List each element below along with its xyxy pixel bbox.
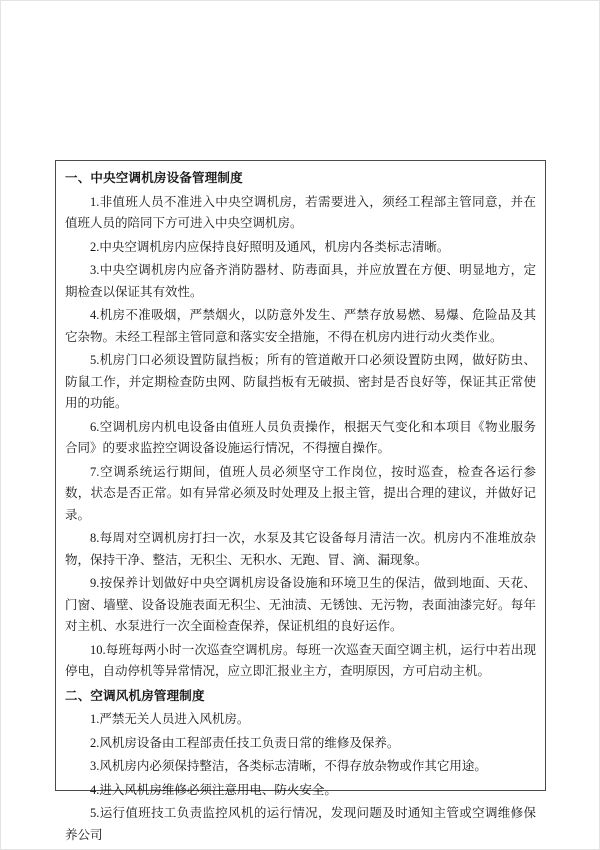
section-1-rule-6: 6.空调机房内机电设备由值班人员负责操作，根据天气变化和本项目《物业服务合同》的要求监控空调设备设施运行情况，不得擅自操作。 [65,419,536,455]
section-1-rule-1: 1.非值班人员不准进入中央空调机房，若需要进入，须经工程部主管同意，并在值班人员的陪同下方可进入中央空调机房。 [65,194,536,230]
section-1-rule-7: 7.空调系统运行期间，值班人员必须坚守工作岗位，按时巡查，检查各运行参数，状态是否正常。如有异常必须及时处理及上报主管，提出合理的建议，并做好记录。 [65,464,536,522]
section-2-rule-3: 3.风机房内必须保持整洁，各类标志清晰，不得存放杂物或作其它用途。 [90,759,487,773]
section-1-rule-3: 3.中央空调机房内应备齐消防器材、防毒面具，并应放置在方便、明显地方，定期检查以保证其有效性。 [65,263,536,299]
section-1-rule-5: 5.机房门口必须设置防鼠挡板；所有的管道敞开口必须设置防虫网，做好防虫、防鼠工作，并定期检查防虫网、防鼠挡板有无破损、密封是否良好等，保证其正常使用的功能。 [65,353,536,410]
section-2-heading: 二、空调风机房管理制度 [65,688,205,703]
section-2-rule-4: 4.进入风机房维修必须注意用电、防火安全。 [90,782,337,797]
section-1-rule-9: 9.按保养计划做好中央空调机房设备设施和环境卫生的保洁，做到地面、天花、门窗、墙壁、设备设施表面无积尘、无油渍、无锈蚀、无污物，表面油漆完好。每年对主机、水泵进行一次全面检查保养，保证机组的良好运作。 [65,576,536,633]
section-1-rule-8: 8.每周对空调机房打扫一次，水泵及其它设备每月清洁一次。机房内不准堆放杂物，保持干净、整洁，无积尘、无积水、无跑、冒、滴、漏现象。 [65,531,536,567]
document-frame [55,160,546,842]
section-2-rule-2: 2.风机房设备由工程部责任技工负责日常的维修及保养。 [90,735,400,750]
section-2-rule-1: 1.严禁无关人员进入风机房。 [90,712,250,726]
section-1-rule-10: 10.每班每两小时一次巡查空调机房。每班一次巡查天面空调主机，运行中若出现停电，自动停机等异常情况，应立即汇报业主方，查明原因，方可启动主机。 [65,642,536,678]
section-2-rule-5: 5.运行值班技工负责监控风机的运行情况，发现问题及时通知主管或空调维修保养公司 [65,806,536,842]
section-1-rule-4: 4.机房不准吸烟，严禁烟火，以防意外发生、严禁存放易燃、易爆、危险品及其它杂物。未经工程部主管同意和落实安全措施，不得在机房内进行动火类作业。 [65,308,536,344]
section-1-heading: 一、中央空调机房设备管理制度 [65,171,243,185]
section-1-rule-2: 2.中央空调机房内应保持良好照明及通风，机房内各类标志清晰。 [90,239,450,254]
